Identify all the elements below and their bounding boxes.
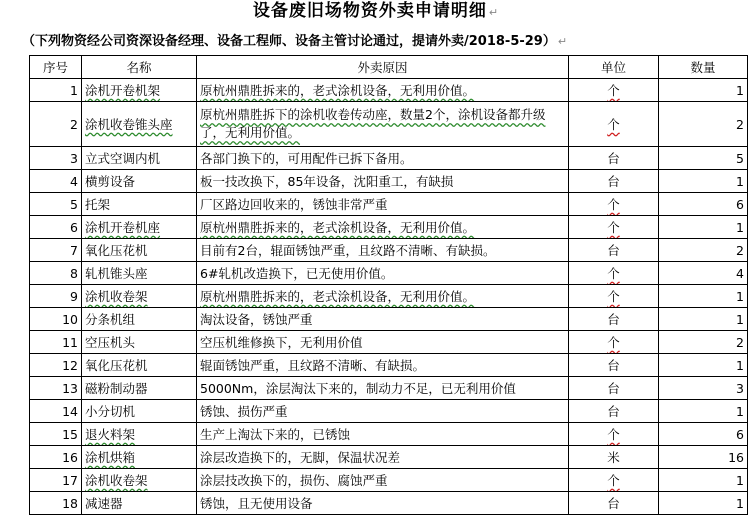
- row-name-text: 涂机开卷机架: [85, 82, 161, 98]
- row-quantity-text: 1: [736, 219, 744, 235]
- row-unit: [569, 216, 659, 239]
- row-quantity-text: 1: [736, 82, 744, 98]
- row-quantity-text: 1: [736, 403, 744, 419]
- row-quantity-text: 1: [736, 472, 744, 488]
- row-name-text: 小分切机: [85, 403, 136, 419]
- row-number-text: 17: [62, 472, 78, 488]
- row-quantity: [659, 285, 748, 308]
- disposal-table: [29, 55, 748, 515]
- row-reason-text: 5000Nm，涂层淘汰下来的，制动力不足，已无利用价值: [200, 380, 516, 396]
- row-name-text: 退火料架: [85, 426, 136, 442]
- row-unit-text: 个: [607, 288, 620, 304]
- row-number: [30, 423, 82, 446]
- row-number: [30, 354, 82, 377]
- table-row: [30, 492, 748, 515]
- row-unit: [569, 308, 659, 331]
- row-name: [82, 354, 197, 377]
- table-row: [30, 331, 748, 354]
- row-name-text: 涂机开卷机座: [85, 219, 161, 235]
- row-name: [82, 331, 197, 354]
- row-number-text: 7: [70, 242, 78, 258]
- row-quantity: [659, 170, 748, 193]
- row-quantity-text: 1: [736, 288, 744, 304]
- row-reason-text: 原杭州鼎胜拆来的，老式涂机设备，无利用价值。: [200, 288, 476, 304]
- row-unit: [569, 170, 659, 193]
- row-reason-text: 厂区路边回收来的，锈蚀非常严重: [200, 196, 388, 212]
- row-number-text: 16: [62, 449, 78, 465]
- table-header-row: [30, 56, 748, 79]
- row-reason-text: 原杭州鼎胜拆来的，老式涂机设备，无利用价值。: [200, 219, 476, 235]
- row-number-text: 14: [62, 403, 78, 419]
- row-quantity: [659, 400, 748, 423]
- row-quantity: [659, 423, 748, 446]
- row-quantity: [659, 79, 748, 102]
- row-reason: [197, 102, 569, 147]
- header-reason: 外卖原因: [197, 56, 569, 79]
- table-row: [30, 423, 748, 446]
- row-number-text: 1: [70, 82, 78, 98]
- row-unit: [569, 446, 659, 469]
- row-quantity-text: 4: [736, 265, 744, 281]
- row-name-text: 减速器: [85, 495, 123, 511]
- table-row: [30, 377, 748, 400]
- table-row: [30, 170, 748, 193]
- header-no: 序号: [30, 56, 82, 79]
- row-unit-text: 米: [607, 449, 620, 465]
- row-name-text: 托架: [85, 196, 111, 212]
- row-number: [30, 147, 82, 170]
- table-row: [30, 308, 748, 331]
- row-reason: [197, 400, 569, 423]
- row-quantity: [659, 147, 748, 170]
- row-unit: [569, 102, 659, 147]
- row-unit-text: 个: [607, 116, 620, 132]
- row-reason-text: 各部门换下的，可用配件已拆下备用。: [200, 150, 413, 166]
- row-reason: [197, 354, 569, 377]
- row-quantity-text: 2: [736, 242, 744, 258]
- row-quantity-text: 1: [736, 311, 744, 327]
- row-unit-text: 台: [607, 380, 620, 396]
- row-unit: [569, 147, 659, 170]
- row-number: [30, 262, 82, 285]
- row-name: [82, 469, 197, 492]
- row-unit-text: 个: [607, 219, 620, 235]
- table-row: [30, 216, 748, 239]
- row-unit-text: 个: [607, 334, 620, 350]
- table-row: [30, 446, 748, 469]
- row-name: [82, 262, 197, 285]
- table-row: [30, 400, 748, 423]
- paragraph-mark: ↵: [488, 6, 500, 19]
- row-unit-text: 台: [607, 242, 620, 258]
- row-unit-text: 台: [607, 495, 620, 511]
- row-name-text: 空压机头: [85, 334, 136, 350]
- row-number-text: 2: [70, 116, 78, 132]
- table-row: [30, 239, 748, 262]
- row-number: [30, 377, 82, 400]
- row-name: [82, 423, 197, 446]
- row-reason: [197, 308, 569, 331]
- row-number-text: 4: [70, 173, 78, 189]
- row-number: [30, 492, 82, 515]
- row-quantity: [659, 308, 748, 331]
- row-number-text: 6: [70, 219, 78, 235]
- row-reason: [197, 216, 569, 239]
- row-unit: [569, 469, 659, 492]
- row-reason: [197, 446, 569, 469]
- row-number: [30, 331, 82, 354]
- row-name-text: 分条机组: [85, 311, 136, 327]
- row-number: [30, 216, 82, 239]
- row-quantity-text: 2: [736, 334, 744, 350]
- row-number: [30, 102, 82, 147]
- row-name: [82, 170, 197, 193]
- row-unit: [569, 377, 659, 400]
- row-reason-text: 锈蚀、损伤严重: [200, 403, 288, 419]
- row-quantity-text: 5: [736, 150, 744, 166]
- row-quantity: [659, 469, 748, 492]
- row-number: [30, 469, 82, 492]
- row-unit: [569, 331, 659, 354]
- row-name-text: 横剪设备: [85, 173, 136, 189]
- row-name: [82, 79, 197, 102]
- document-title: [0, 0, 752, 24]
- row-name: [82, 147, 197, 170]
- row-quantity: [659, 354, 748, 377]
- row-unit: [569, 79, 659, 102]
- row-quantity-text: 1: [736, 173, 744, 189]
- row-reason-text: 辊面锈蚀严重，且纹路不清晰、有缺损。: [200, 357, 426, 373]
- table-row: [30, 102, 748, 147]
- row-name: [82, 308, 197, 331]
- row-reason: [197, 377, 569, 400]
- row-name: [82, 102, 197, 147]
- row-name-text: 涂机收卷锥头座: [85, 116, 173, 132]
- paragraph-mark: ↵: [557, 35, 568, 48]
- row-name: [82, 239, 197, 262]
- row-unit: [569, 354, 659, 377]
- row-unit: [569, 285, 659, 308]
- row-reason: [197, 285, 569, 308]
- row-unit-text: 台: [607, 150, 620, 166]
- row-reason-text: 锈蚀，且无使用设备: [200, 495, 313, 511]
- title-text: 设备废旧场物资外卖申请明细: [252, 1, 487, 21]
- row-reason: [197, 492, 569, 515]
- row-name-text: 涂机烘箱: [85, 449, 136, 465]
- row-unit-text: 个: [607, 472, 620, 488]
- row-reason: [197, 170, 569, 193]
- header-unit: 单位: [569, 56, 659, 79]
- header-name: 名称: [82, 56, 197, 79]
- row-unit: [569, 262, 659, 285]
- row-reason-text: 原杭州鼎胜拆下的涂机收卷传动座，数量2个，涂机设备都升级了，无利用价值。: [200, 107, 546, 140]
- row-reason: [197, 331, 569, 354]
- row-reason-text: 板一技改换下，85年设备，沈阳重工，有缺损: [200, 173, 454, 189]
- row-number-text: 15: [62, 426, 78, 442]
- row-name-text: 轧机锥头座: [85, 265, 148, 281]
- row-quantity: [659, 492, 748, 515]
- row-quantity: [659, 377, 748, 400]
- row-name: [82, 285, 197, 308]
- row-number-text: 13: [62, 380, 78, 396]
- row-quantity-text: 1: [736, 495, 744, 511]
- row-unit-text: 台: [607, 311, 620, 327]
- row-reason: [197, 79, 569, 102]
- row-reason: [197, 239, 569, 262]
- row-quantity-text: 3: [736, 380, 744, 396]
- row-name: [82, 377, 197, 400]
- row-number: [30, 193, 82, 216]
- row-reason-text: 涂层改造换下的，无脚，保温状况差: [200, 449, 401, 465]
- row-quantity: [659, 216, 748, 239]
- table-row: [30, 354, 748, 377]
- row-number-text: 5: [70, 196, 78, 212]
- row-number-text: 8: [70, 265, 78, 281]
- row-reason-text: 淘汰设备，锈蚀严重: [200, 311, 313, 327]
- row-reason: [197, 193, 569, 216]
- row-reason: [197, 147, 569, 170]
- row-quantity: [659, 239, 748, 262]
- row-quantity-text: 1: [736, 357, 744, 373]
- row-reason-text: 原杭州鼎胜拆来的，老式涂机设备，无利用价值。: [200, 82, 476, 98]
- row-unit-text: 台: [607, 403, 620, 419]
- row-unit: [569, 423, 659, 446]
- row-reason-text: 空压机维修换下，无利用价值: [200, 334, 363, 350]
- row-name-text: 磁粉制动器: [85, 380, 148, 396]
- row-number-text: 10: [62, 311, 78, 327]
- row-number-text: 12: [62, 357, 78, 373]
- row-name: [82, 193, 197, 216]
- row-number: [30, 446, 82, 469]
- row-name: [82, 400, 197, 423]
- row-unit: [569, 400, 659, 423]
- row-number: [30, 308, 82, 331]
- row-name-text: 氧化压花机: [85, 357, 148, 373]
- row-name-text: 涂机收卷架: [85, 472, 148, 488]
- row-name-text: 涂机收卷架: [85, 288, 148, 304]
- table-row: [30, 79, 748, 102]
- row-name-text: 立式空调内机: [85, 150, 161, 166]
- row-quantity: [659, 446, 748, 469]
- row-unit-text: 个: [607, 82, 620, 98]
- row-reason: [197, 469, 569, 492]
- row-quantity-text: 16: [728, 449, 744, 465]
- row-unit-text: 台: [607, 173, 620, 189]
- row-unit: [569, 193, 659, 216]
- row-quantity-text: 2: [736, 116, 744, 132]
- row-quantity: [659, 102, 748, 147]
- row-quantity: [659, 262, 748, 285]
- header-qty: 数量: [659, 56, 748, 79]
- row-unit: [569, 492, 659, 515]
- row-unit-text: 个: [607, 426, 620, 442]
- row-name-text: 氧化压花机: [85, 242, 148, 258]
- table-row: [30, 469, 748, 492]
- row-number-text: 3: [70, 150, 78, 166]
- row-unit: [569, 239, 659, 262]
- subtitle-text: （下列物资经公司资深设备经理、设备工程师、设备主管讨论通过，提请外卖/2018-5-29）: [22, 34, 556, 49]
- row-reason-text: 涂层技改换下的，损伤、腐蚀严重: [200, 472, 388, 488]
- row-number: [30, 79, 82, 102]
- table-body: [30, 79, 748, 515]
- row-quantity-text: 6: [736, 426, 744, 442]
- row-reason: [197, 423, 569, 446]
- document-subtitle: [22, 32, 567, 52]
- row-number-text: 18: [62, 495, 78, 511]
- row-number-text: 11: [62, 334, 78, 350]
- row-reason-text: 生产上淘汰下来的，已锈蚀: [200, 426, 351, 442]
- table-row: [30, 262, 748, 285]
- row-number: [30, 285, 82, 308]
- table-row: [30, 285, 748, 308]
- row-number: [30, 400, 82, 423]
- row-name: [82, 492, 197, 515]
- table-row: [30, 193, 748, 216]
- row-unit-text: 台: [607, 357, 620, 373]
- row-quantity-text: 6: [736, 196, 744, 212]
- row-number: [30, 239, 82, 262]
- row-name: [82, 216, 197, 239]
- row-unit-text: 个: [607, 196, 620, 212]
- row-quantity: [659, 193, 748, 216]
- row-reason-text: 6#轧机改造换下，已无使用价值。: [200, 265, 394, 281]
- row-reason-text: 目前有2台，辊面锈蚀严重，且纹路不清晰、有缺损。: [200, 242, 496, 258]
- row-name: [82, 446, 197, 469]
- row-number: [30, 170, 82, 193]
- row-reason: [197, 262, 569, 285]
- table-row: [30, 147, 748, 170]
- row-unit-text: 个: [607, 265, 620, 281]
- row-quantity: [659, 331, 748, 354]
- row-number-text: 9: [70, 288, 78, 304]
